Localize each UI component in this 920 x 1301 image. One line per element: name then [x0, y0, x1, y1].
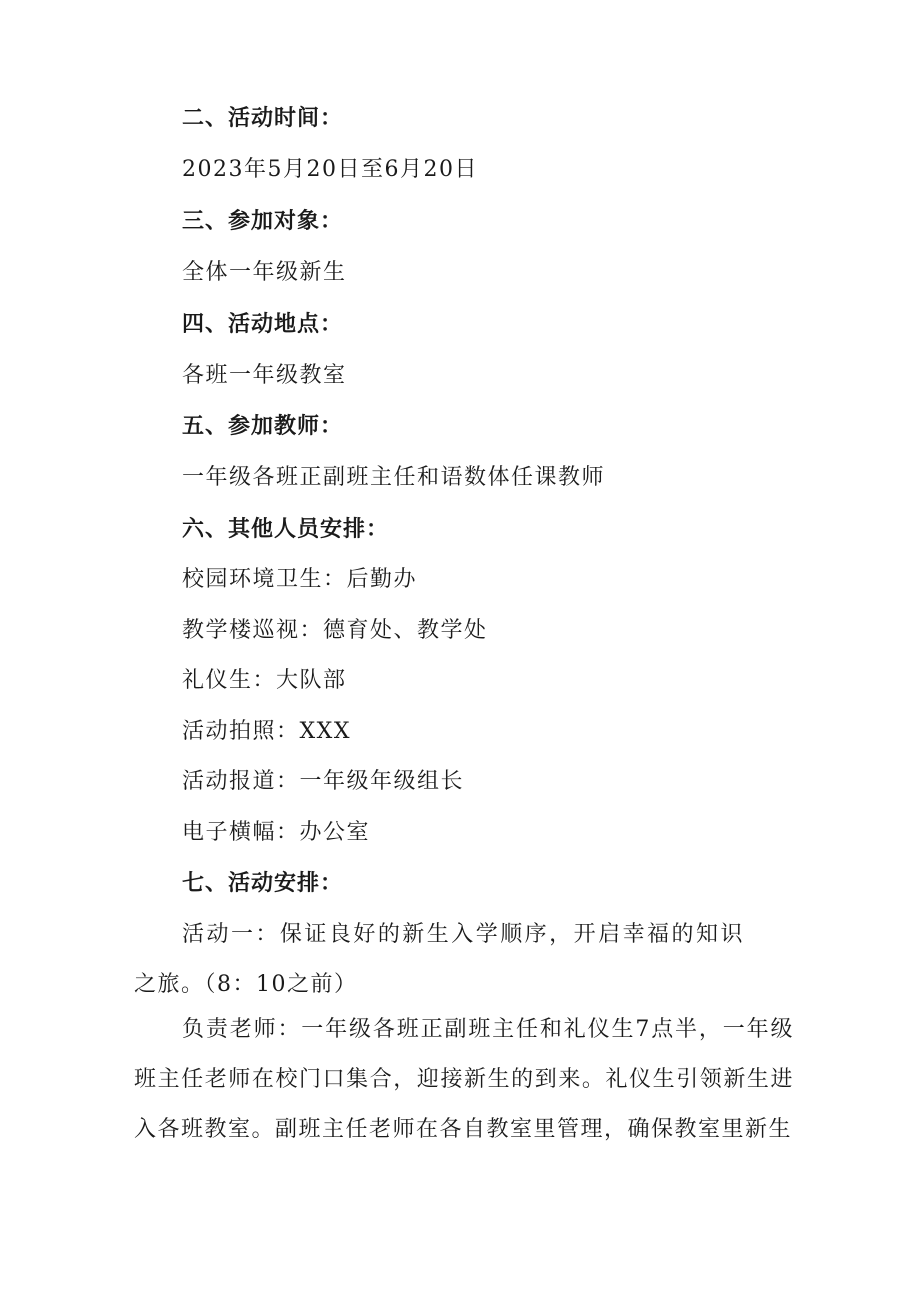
location-text: 各班一年级教室: [182, 363, 347, 388]
staff-item-report: 活动报道：一年级年级组长: [182, 769, 465, 794]
heading-activity-time: 二、活动时间：: [182, 106, 344, 131]
staff-item-etiquette: 礼仪生：大队部: [182, 668, 347, 693]
activity-time-text: 2023年5月20日至6月20日: [182, 157, 478, 182]
heading-schedule: 七、活动安排：: [182, 871, 344, 896]
heading-participants: 三、参加对象：: [182, 209, 344, 234]
staff-item-sanitation: 校园环境卫生：后勤办: [182, 567, 418, 592]
responsible-teachers-paragraph: 负责老师：一年级各班正副班主任和礼仪生7点半，一年级班主任老师在校门口集合，迎接新生的到来。礼仪生引领新生进入各班教室。副班主任老师在各自教室里管理，确保教室里新生: [134, 1017, 794, 1142]
staff-item-banner: 电子横幅：办公室: [182, 820, 371, 845]
participants-text: 全体一年级新生: [182, 260, 347, 285]
staff-item-patrol: 教学楼巡视：德育处、教学处: [182, 618, 488, 643]
teachers-text: 一年级各班正副班主任和语数体任课教师: [182, 465, 606, 490]
heading-location: 四、活动地点：: [182, 312, 344, 337]
activity-one-paragraph: 活动一：保证良好的新生入学顺序，开启幸福的知识之旅。（8：10之前）: [134, 922, 744, 997]
heading-teachers: 五、参加教师：: [182, 414, 344, 439]
staff-item-photo: 活动拍照：XXX: [182, 719, 351, 744]
heading-staff: 六、其他人员安排：: [182, 517, 390, 542]
